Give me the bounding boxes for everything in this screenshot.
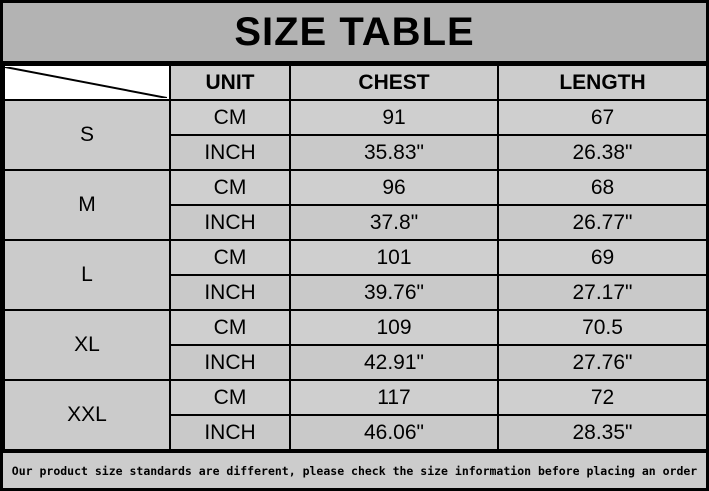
unit-cell-inch: INCH bbox=[170, 345, 290, 380]
chest-value-cm: 109 bbox=[290, 310, 498, 345]
document-title-bar bbox=[3, 3, 706, 64]
chest-value-inch: 37.8" bbox=[290, 205, 498, 240]
size-label-l: L bbox=[4, 240, 170, 310]
chest-value-cm: 96 bbox=[290, 170, 498, 205]
column-header-unit: UNIT bbox=[170, 65, 290, 100]
unit-cell-cm: CM bbox=[170, 100, 290, 135]
length-value-cm: 69 bbox=[498, 240, 707, 275]
chest-value-cm: 117 bbox=[290, 380, 498, 415]
table-row bbox=[4, 380, 707, 415]
size-label-s: S bbox=[4, 100, 170, 170]
unit-cell-cm: CM bbox=[170, 310, 290, 345]
length-value-inch: 28.35" bbox=[498, 415, 707, 450]
footer-note-text: Our product size standards are different, please check the size information before placing an order bbox=[11, 463, 698, 478]
table-row bbox=[4, 100, 707, 135]
chest-value-cm: 91 bbox=[290, 100, 498, 135]
length-value-cm: 72 bbox=[498, 380, 707, 415]
chest-value-inch: 42.91" bbox=[290, 345, 498, 380]
size-label-xl: XL bbox=[4, 310, 170, 380]
corner-diagonal-cell bbox=[4, 65, 170, 100]
unit-cell-cm: CM bbox=[170, 170, 290, 205]
length-value-cm: 67 bbox=[498, 100, 707, 135]
size-table bbox=[3, 64, 708, 451]
length-value-inch: 26.77" bbox=[498, 205, 707, 240]
unit-cell-inch: INCH bbox=[170, 205, 290, 240]
table-row bbox=[4, 240, 707, 275]
chest-value-inch: 35.83" bbox=[290, 135, 498, 170]
size-label-xxl: XXL bbox=[4, 380, 170, 450]
table-row bbox=[4, 170, 707, 205]
unit-cell-inch: INCH bbox=[170, 275, 290, 310]
length-value-inch: 27.76" bbox=[498, 345, 707, 380]
length-value-cm: 70.5 bbox=[498, 310, 707, 345]
table-body bbox=[4, 100, 707, 450]
chest-value-inch: 46.06" bbox=[290, 415, 498, 450]
chest-value-cm: 101 bbox=[290, 240, 498, 275]
table-header bbox=[4, 65, 707, 100]
unit-cell-cm: CM bbox=[170, 380, 290, 415]
chest-value-inch: 39.76" bbox=[290, 275, 498, 310]
table-row bbox=[4, 310, 707, 345]
footer-note bbox=[3, 451, 706, 488]
page-title: SIZE TABLE bbox=[234, 10, 475, 54]
length-value-inch: 26.38" bbox=[498, 135, 707, 170]
unit-cell-cm: CM bbox=[170, 240, 290, 275]
length-value-inch: 27.17" bbox=[498, 275, 707, 310]
unit-cell-inch: INCH bbox=[170, 135, 290, 170]
column-header-length: LENGTH bbox=[498, 65, 707, 100]
unit-cell-inch: INCH bbox=[170, 415, 290, 450]
column-header-chest: CHEST bbox=[290, 65, 498, 100]
size-label-m: M bbox=[4, 170, 170, 240]
table-header-row bbox=[4, 65, 707, 100]
diagonal-line-icon bbox=[5, 67, 167, 98]
length-value-cm: 68 bbox=[498, 170, 707, 205]
